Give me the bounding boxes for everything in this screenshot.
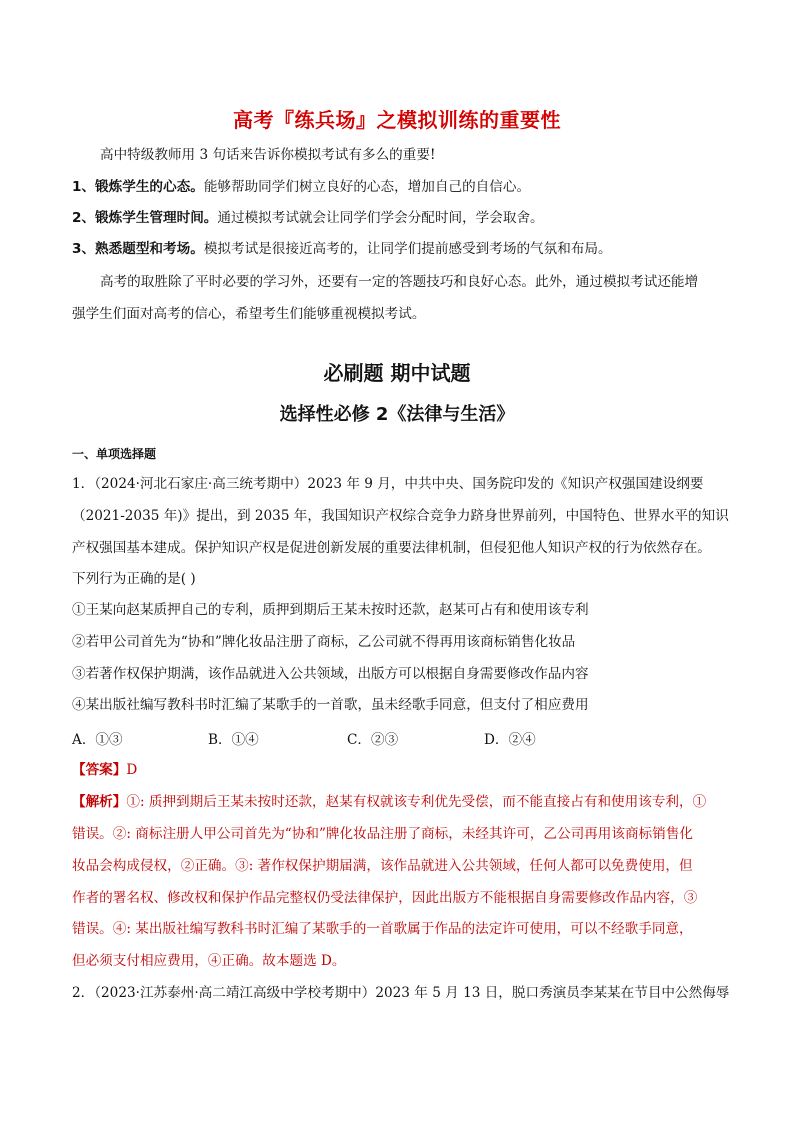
- point-2: [72, 208, 732, 228]
- promo-title: 高考『练兵场』之模拟训练的重要性: [233, 108, 561, 132]
- q1-options: [72, 728, 732, 748]
- q1-stem-line-4: 下列行为正确的是( ): [72, 571, 196, 587]
- option-d: D．②④: [484, 732, 536, 748]
- analysis-text-1: ①: 质押到期后王某未按时还款，赵某有权就该专利优先受偿，而不能直接占有和使用该专利，①: [126, 794, 707, 810]
- answer-value: D: [126, 762, 138, 778]
- q2-stem-line-1: 2．（2023·江苏泰州·高二靖江高级中学校考期中）2023 年 5 月 13 日，脱口秀演员李某某在节目中公然侮辱: [72, 985, 730, 1001]
- q1-statement-1: ①王某向赵某质押自己的专利，质押到期后王某未按时还款，赵某可占有和使用该专利: [72, 602, 589, 618]
- q1-statement-2: ②若甲公司首先为“协和”牌化妆品注册了商标，乙公司就不得再用该商标销售化妆品: [72, 634, 576, 650]
- q1-analysis-line-2: 错误。②: 商标注册人甲公司首先为“协和”牌化妆品注册了商标，未经其许可，乙公司再用该商标销售化: [72, 826, 693, 842]
- point-3-text: 模拟考试是很接近高考的，让同学们提前感受到考场的气氛和布局。: [203, 241, 612, 257]
- q1-analysis-line-6: 但必须支付相应费用，④正确。故本题选 D。: [72, 953, 346, 969]
- intro-text: 高中特级教师用 3 句话来告诉你模拟考试有多么的重要!: [100, 147, 436, 163]
- point-1-text: 能够帮助同学们树立良好的心态，增加自己的自信心。: [203, 179, 531, 195]
- option-a: A．①③: [72, 732, 123, 748]
- option-c: C．②③: [347, 732, 399, 748]
- point-3: [72, 239, 732, 259]
- q1-stem-line-1: 1．（2024·河北石家庄·高三统考期中）2023 年 9 月，中共中央、国务院印发的《知识产权强国建设纲要: [72, 476, 704, 492]
- closing-line-2: 强学生们面对高考的信心，希望考生们能够重视模拟考试。: [72, 306, 426, 322]
- q1-analysis-line-5: 错误。④: 某出版社编写教科书时汇编了某歌手的一首歌属于作品的法定许可使用，可以不经歌手同意，: [72, 921, 693, 937]
- point-1: [72, 177, 732, 197]
- closing-line-1: 高考的取胜除了平时必要的学习外，还要有一定的答题技巧和良好心态。此外，通过模拟考试还能增: [100, 274, 699, 290]
- q1-analysis-line-3: 妆品会构成侵权，②正确。③: 著作权保护期届满，该作品就进入公共领域，任何人都可以免费使用，但: [72, 858, 693, 874]
- exam-subtitle: 选择性必修 2《法律与生活》: [279, 404, 515, 425]
- point-1-label: 1、锻炼学生的心态。: [72, 179, 204, 195]
- analysis-label: 【解析】: [72, 794, 127, 810]
- q1-answer: [72, 760, 732, 780]
- q1-analysis-line-4: 作者的署名权、修改权和保护作品完整权仍受法律保护，因此出版方不能根据自身需要修改作品内容，③: [72, 890, 698, 906]
- answer-label: 【答案】: [72, 762, 127, 778]
- q1-analysis-line-1: [72, 792, 732, 812]
- q1-statement-4: ④某出版社编写教科书时汇编了某歌手的一首歌，虽未经歌手同意，但支付了相应费用: [72, 697, 589, 713]
- point-3-label: 3、熟悉题型和考场。: [72, 241, 204, 257]
- point-2-label: 2、锻炼学生管理时间。: [72, 210, 218, 226]
- exam-title: 必刷题 期中试题: [323, 361, 471, 385]
- q1-statement-3: ③若著作权保护期满，该作品就进入公共领域，出版方可以根据自身需要修改作品内容: [72, 666, 589, 682]
- option-b: B．①④: [208, 732, 259, 748]
- q1-stem-line-3: 产权强国基本建成。保护知识产权是促进创新发展的重要法律机制，但侵犯他人知识产权的行为依然存在。: [72, 540, 711, 556]
- q1-stem-line-2: （2021-2035 年)》提出，到 2035 年，我国知识产权综合竞争力跻身世界前列，中国特色、世界水平的知识: [72, 508, 729, 524]
- section-heading: 一、单项选择题: [72, 447, 157, 461]
- point-2-text: 通过模拟考试就会让同学们学会分配时间，学会取舍。: [217, 210, 544, 226]
